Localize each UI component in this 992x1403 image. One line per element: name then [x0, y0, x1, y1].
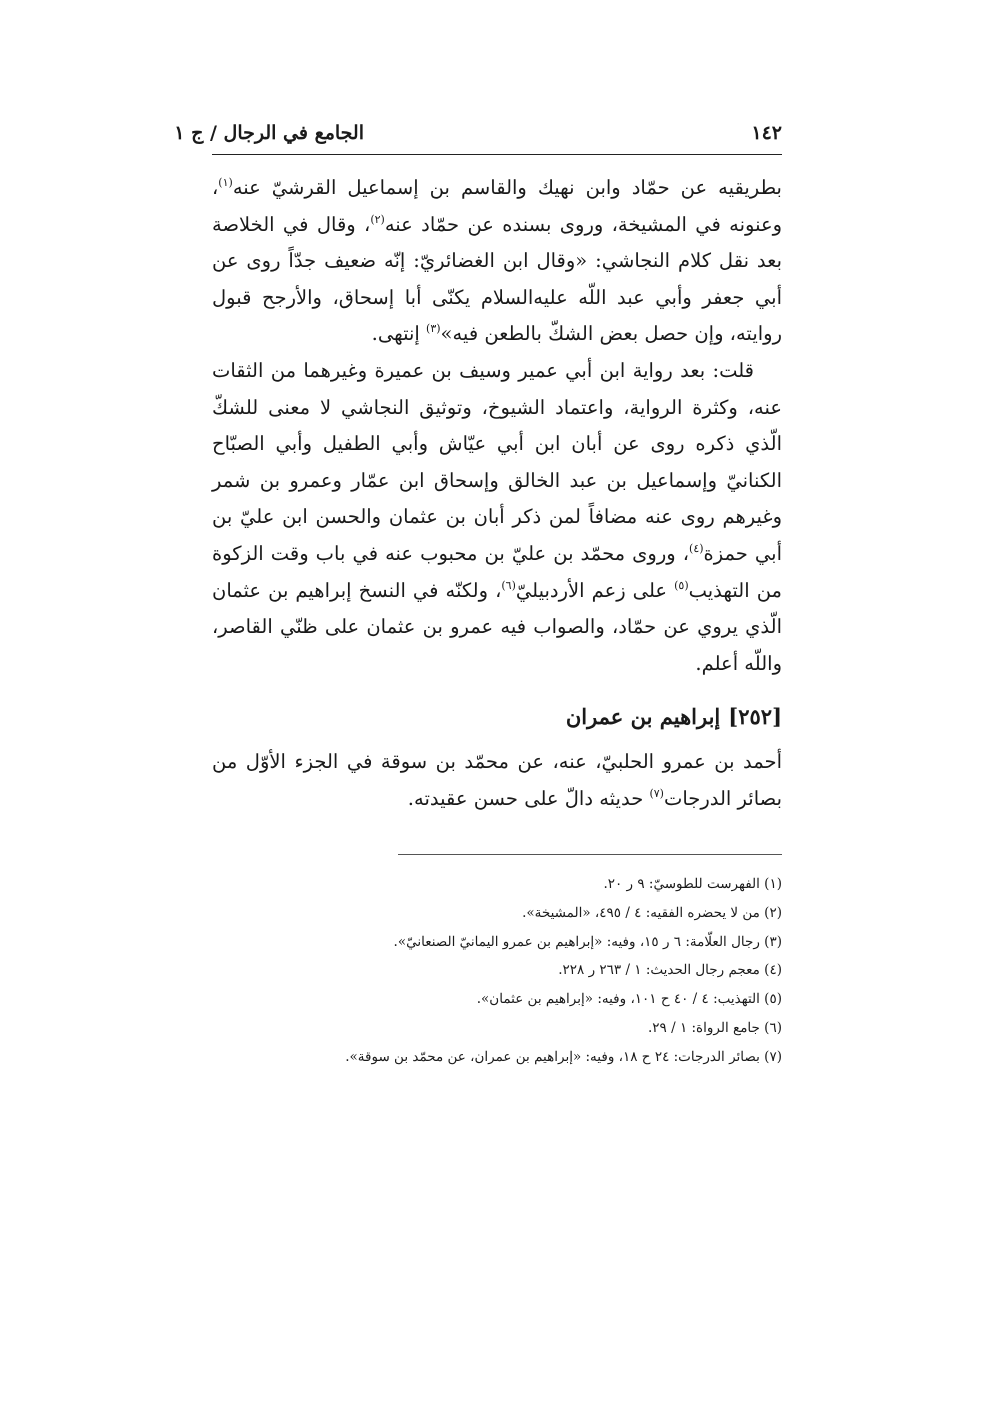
footnote-ref-2[interactable]: (٢)	[370, 212, 385, 226]
paragraph-text: ، ولكنّه في النسخ إبراهيم بن عثمان الّذي يروي عن حمّاد، والصواب فيه عمرو بن عثمان على ظنّي القاصر، واللّه أعلم.	[212, 578, 782, 675]
paragraph-text: أحمد بن عمرو الحلبيّ، عنه، عن محمّد بن سوقة في الجزء الأوّل من بصائر الدرجات	[212, 750, 782, 810]
footnote-7: (٧) بصائر الدرجات: ٢٤ ح ١٨، وفيه: «إبراهيم بن عمران، عن محمّد بن سوقة».	[345, 1048, 782, 1065]
entry-heading	[212, 704, 782, 729]
paragraph-text: حديثه دالّ على حسن عقيدته.	[407, 786, 650, 810]
footnote-6: (٦) جامع الرواة: ١ / ٢٩.	[648, 1019, 782, 1036]
footnote-ref-1[interactable]: (١)	[218, 176, 233, 189]
paragraph-text: إنتهى.	[371, 322, 427, 346]
entry-text	[212, 744, 782, 817]
footnote-ref-7[interactable]: (٧)	[649, 786, 664, 800]
footnote-ref-6[interactable]: (٦)	[501, 578, 516, 592]
footnote-ref-5[interactable]: (٥)	[674, 578, 689, 592]
paragraph-text: ، وروى محمّد بن عليّ بن محبوب عنه في باب وقت الزكوة من التهذيب	[212, 541, 782, 602]
entry-name: إبراهيم بن عمران	[565, 704, 721, 729]
footnote-ref-4[interactable]: (٤)	[689, 541, 704, 555]
footnote-ref-3[interactable]: (٣)	[426, 322, 441, 336]
entry-number: [٢٥٢]	[728, 704, 782, 729]
footnotes	[212, 870, 782, 1072]
entry-paragraph	[212, 744, 782, 817]
footnote-4: (٤) معجم رجال الحديث: ١ / ٢٦٣ ر ٢٢٨.	[558, 962, 782, 979]
footnote-5: (٥) التهذيب: ٤ / ٤٠ ح ١٠١، وفيه: «إبراهيم بن عثمان».	[476, 991, 782, 1008]
paragraph-text: على زعم الأردبيليّ	[515, 578, 675, 602]
paragraph-text: ، وعنونه في المشيخة، وروى بسنده عن حمّاد عنه	[212, 176, 782, 236]
paragraph-2	[212, 353, 782, 682]
paragraph-1	[212, 170, 782, 353]
running-header	[174, 118, 782, 148]
running-title: الجامع في الرجال / ج ١	[174, 122, 364, 144]
footnote-divider	[398, 854, 782, 855]
page-number: ١٤٢	[751, 122, 782, 144]
paragraph-text: ، وقال في الخلاصة بعد نقل كلام النجاشي: «وقال ابن الغضائريّ: إنّه ضعيف جدّاً روى عن أبي جعفر وأبي عبد اللّه عليه‌السلام يكنّى أبا إسحاق، والأرجح قبول روايته، وإن حصل بعض الشكّ بالطعن فيه»	[212, 212, 782, 346]
footnote-3: (٣) رجال العلّامة: ٦ ر ١٥، وفيه: «إبراهيم بن عمرو اليمانيّ الصنعانيّ».	[393, 933, 782, 950]
footnote-1: (١) الفهرست للطوسيّ: ٩ ر ٢٠.	[603, 876, 782, 892]
header-divider	[212, 154, 782, 155]
main-text	[212, 170, 782, 682]
paragraph-text: قلت: بعد رواية ابن أبي عمير وسيف بن عميرة وغيرهما من الثقات عنه، وكثرة الرواية، واعتماد الشيوخ، وتوثيق النجاشي لا معنى للشكّ الّذي ذكره روى عن أبان ابن أبي عيّاش وأبي الطفيل وأبي الصبّاح الكنانيّ وإسماعيل بن عبد الخالق وإسحاق ابن عمّار وعمرو بن شمر وغيرهم روى عنه مضافاً لمن ذكر أبان بن عثمان والحسن ابن عليّ بن أبي حمزة	[212, 358, 782, 565]
footnote-2: (٢) من لا يحضره الفقيه: ٤ / ٤٩٥، «المشيخة».	[522, 904, 782, 921]
paragraph-text: بطريقيه عن حمّاد وابن نهيك والقاسم بن إسماعيل القرشيّ عنه	[232, 176, 782, 199]
